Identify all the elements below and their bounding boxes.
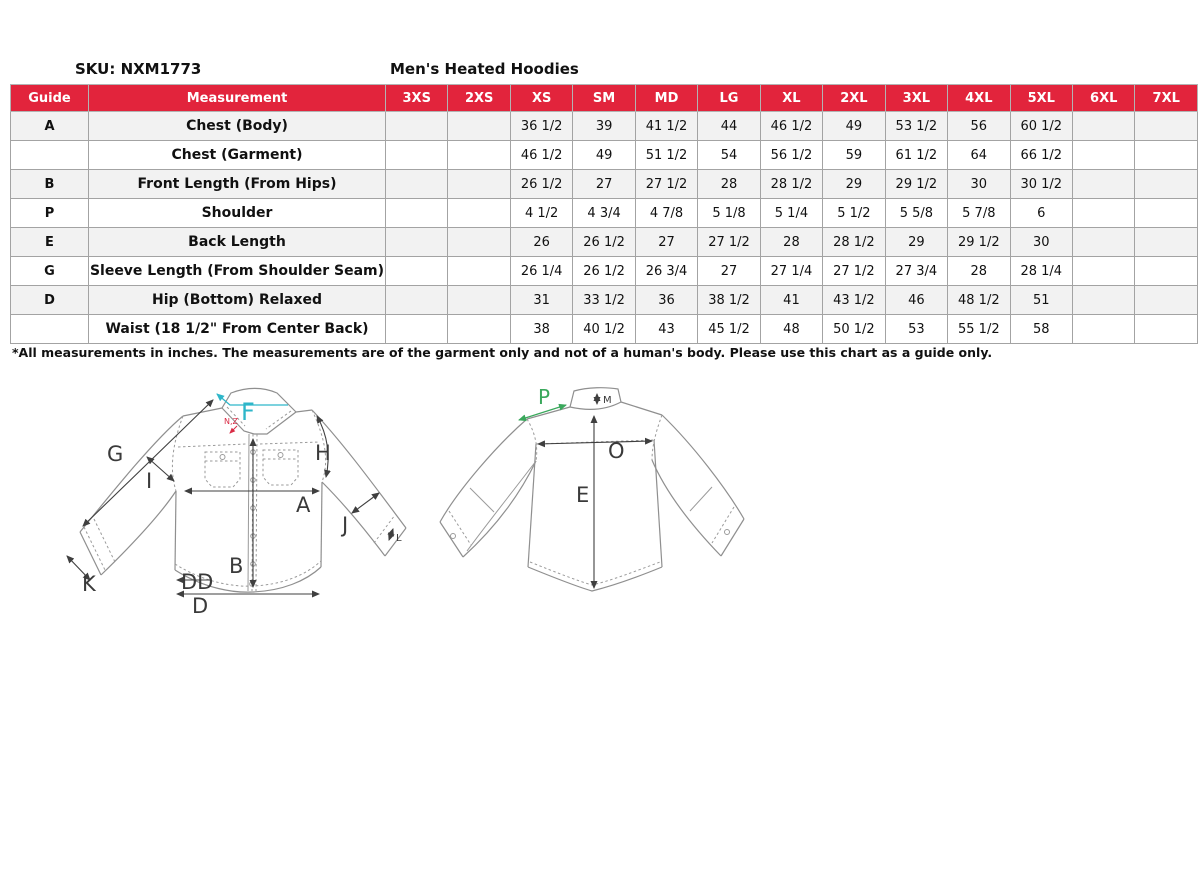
- size-value-cell: 38: [510, 315, 572, 344]
- column-header-2xl: 2XL: [823, 85, 885, 112]
- size-value-cell: [448, 112, 510, 141]
- front-view-diagram: [67, 389, 406, 619]
- size-value-cell: 29 1/2: [948, 228, 1010, 257]
- size-value-cell: 4 1/2: [510, 199, 572, 228]
- label-d: D: [192, 594, 209, 618]
- guide-cell: B: [11, 170, 89, 199]
- chest-pocket-left: [205, 452, 240, 487]
- size-value-cell: 4 7/8: [635, 199, 697, 228]
- size-value-cell: [386, 170, 448, 199]
- size-value-cell: 4 3/4: [573, 199, 635, 228]
- size-value-cell: 26 1/2: [573, 228, 635, 257]
- size-table-header: [11, 85, 1198, 112]
- size-value-cell: 46 1/2: [760, 112, 822, 141]
- table-row: [11, 257, 1198, 286]
- size-value-cell: [1072, 199, 1134, 228]
- size-value-cell: 26 3/4: [635, 257, 697, 286]
- size-value-cell: [448, 315, 510, 344]
- sleeve-length-arrow: [83, 400, 213, 526]
- size-value-cell: 5 1/2: [823, 199, 885, 228]
- sleeve-width-arrow: [352, 493, 379, 513]
- label-a: A: [296, 493, 311, 517]
- measurement-cell: Hip (Bottom) Relaxed: [89, 286, 386, 315]
- size-value-cell: [1072, 286, 1134, 315]
- label-nz: N,Z: [224, 417, 239, 426]
- size-value-cell: [1135, 315, 1198, 344]
- size-value-cell: 28 1/2: [760, 170, 822, 199]
- size-value-cell: [386, 141, 448, 170]
- size-value-cell: 36 1/2: [510, 112, 572, 141]
- size-value-cell: 39: [573, 112, 635, 141]
- label-i: I: [146, 469, 153, 493]
- title-bar: [0, 60, 1200, 82]
- size-value-cell: 43: [635, 315, 697, 344]
- column-header-7xl: 7XL: [1135, 85, 1198, 112]
- size-value-cell: 48 1/2: [948, 286, 1010, 315]
- size-value-cell: 28 1/4: [1010, 257, 1072, 286]
- size-value-cell: 28: [948, 257, 1010, 286]
- guide-cell: [11, 315, 89, 344]
- size-value-cell: [1135, 170, 1198, 199]
- size-value-cell: 41: [760, 286, 822, 315]
- size-value-cell: [1072, 141, 1134, 170]
- size-value-cell: 30 1/2: [1010, 170, 1072, 199]
- size-value-cell: 46 1/2: [510, 141, 572, 170]
- size-value-cell: [448, 141, 510, 170]
- size-value-cell: 26 1/2: [510, 170, 572, 199]
- column-header-6xl: 6XL: [1072, 85, 1134, 112]
- size-value-cell: 27 3/4: [885, 257, 947, 286]
- table-row: [11, 141, 1198, 170]
- size-value-cell: [386, 112, 448, 141]
- guide-cell: A: [11, 112, 89, 141]
- size-value-cell: 45 1/2: [698, 315, 760, 344]
- label-p: P: [538, 385, 551, 409]
- size-value-cell: 59: [823, 141, 885, 170]
- size-value-cell: 51: [1010, 286, 1072, 315]
- size-value-cell: [1072, 257, 1134, 286]
- size-value-cell: [386, 199, 448, 228]
- size-value-cell: [1135, 112, 1198, 141]
- size-value-cell: 36: [635, 286, 697, 315]
- column-header-3xl: 3XL: [885, 85, 947, 112]
- size-value-cell: [1135, 199, 1198, 228]
- product-title: Men's Heated Hoodies: [390, 60, 579, 78]
- label-f: F: [241, 398, 255, 426]
- size-value-cell: [1072, 112, 1134, 141]
- size-value-cell: 27 1/2: [823, 257, 885, 286]
- size-value-cell: [1072, 170, 1134, 199]
- size-value-cell: 5 5/8: [885, 199, 947, 228]
- back-width-arrow: [538, 441, 652, 444]
- size-value-cell: [448, 199, 510, 228]
- table-row: [11, 199, 1198, 228]
- size-value-cell: 46: [885, 286, 947, 315]
- table-row: [11, 228, 1198, 257]
- size-value-cell: 27 1/2: [698, 228, 760, 257]
- size-value-cell: 58: [1010, 315, 1072, 344]
- measurement-cell: Back Length: [89, 228, 386, 257]
- size-value-cell: 38 1/2: [698, 286, 760, 315]
- size-value-cell: 29: [885, 228, 947, 257]
- column-header-xs: XS: [510, 85, 572, 112]
- column-header-lg: LG: [698, 85, 760, 112]
- size-value-cell: 29 1/2: [885, 170, 947, 199]
- size-value-cell: 30: [948, 170, 1010, 199]
- measurement-cell: Front Length (From Hips): [89, 170, 386, 199]
- size-value-cell: [448, 170, 510, 199]
- size-value-cell: 50 1/2: [823, 315, 885, 344]
- measurement-cell: Chest (Garment): [89, 141, 386, 170]
- size-value-cell: [448, 228, 510, 257]
- column-header-5xl: 5XL: [1010, 85, 1072, 112]
- size-value-cell: 53 1/2: [885, 112, 947, 141]
- garment-diagrams: [0, 360, 1200, 878]
- guide-cell: E: [11, 228, 89, 257]
- size-value-cell: 49: [573, 141, 635, 170]
- column-header-xl: XL: [760, 85, 822, 112]
- size-value-cell: [386, 228, 448, 257]
- sku-label: SKU: NXM1773: [75, 60, 202, 78]
- size-value-cell: 6: [1010, 199, 1072, 228]
- size-value-cell: 66 1/2: [1010, 141, 1072, 170]
- label-l: L: [396, 533, 402, 544]
- column-header-4xl: 4XL: [948, 85, 1010, 112]
- size-value-cell: 54: [698, 141, 760, 170]
- size-value-cell: 26 1/4: [510, 257, 572, 286]
- size-value-cell: 26: [510, 228, 572, 257]
- size-value-cell: 27: [698, 257, 760, 286]
- label-j: J: [342, 513, 349, 537]
- size-value-cell: 5 1/4: [760, 199, 822, 228]
- size-value-cell: 55 1/2: [948, 315, 1010, 344]
- size-value-cell: [448, 286, 510, 315]
- size-value-cell: 48: [760, 315, 822, 344]
- size-value-cell: 5 1/8: [698, 199, 760, 228]
- size-value-cell: [386, 286, 448, 315]
- size-value-cell: 30: [1010, 228, 1072, 257]
- size-value-cell: 40 1/2: [573, 315, 635, 344]
- size-value-cell: 49: [823, 112, 885, 141]
- neck-arrow: [230, 426, 237, 433]
- table-row: [11, 315, 1198, 344]
- guide-cell: P: [11, 199, 89, 228]
- size-value-cell: 56 1/2: [760, 141, 822, 170]
- chest-pocket-right: [263, 450, 298, 485]
- column-header-measurement: Measurement: [89, 85, 386, 112]
- size-value-cell: 5 7/8: [948, 199, 1010, 228]
- size-value-cell: 53: [885, 315, 947, 344]
- label-k: K: [82, 572, 96, 596]
- label-h: H: [315, 441, 331, 465]
- measurement-cell: Sleeve Length (From Shoulder Seam): [89, 257, 386, 286]
- size-value-cell: 26 1/2: [573, 257, 635, 286]
- size-value-cell: 27: [635, 228, 697, 257]
- label-o: O: [608, 439, 625, 463]
- size-value-cell: 64: [948, 141, 1010, 170]
- guide-cell: G: [11, 257, 89, 286]
- size-value-cell: 27 1/2: [635, 170, 697, 199]
- measurement-cell: Chest (Body): [89, 112, 386, 141]
- size-value-cell: 43 1/2: [823, 286, 885, 315]
- size-value-cell: 28: [698, 170, 760, 199]
- guide-cell: [11, 141, 89, 170]
- column-header-sm: SM: [573, 85, 635, 112]
- size-value-cell: [1135, 228, 1198, 257]
- column-header-3xs: 3XS: [386, 85, 448, 112]
- measurement-cell: Shoulder: [89, 199, 386, 228]
- size-value-cell: 60 1/2: [1010, 112, 1072, 141]
- table-row: [11, 286, 1198, 315]
- guide-cell: D: [11, 286, 89, 315]
- size-value-cell: 27 1/4: [760, 257, 822, 286]
- size-value-cell: [386, 257, 448, 286]
- column-header-md: MD: [635, 85, 697, 112]
- size-value-cell: 61 1/2: [885, 141, 947, 170]
- size-value-cell: 28: [760, 228, 822, 257]
- label-b: B: [229, 554, 244, 578]
- size-value-cell: 41 1/2: [635, 112, 697, 141]
- column-header-2xs: 2XS: [448, 85, 510, 112]
- size-table-body: [11, 112, 1198, 344]
- size-value-cell: 31: [510, 286, 572, 315]
- size-value-cell: [1072, 228, 1134, 257]
- size-value-cell: 51 1/2: [635, 141, 697, 170]
- table-row: [11, 170, 1198, 199]
- cuff-height-arrow: [389, 529, 393, 540]
- label-e: E: [576, 483, 590, 507]
- size-value-cell: 28 1/2: [823, 228, 885, 257]
- size-value-cell: 27: [573, 170, 635, 199]
- size-value-cell: [1135, 141, 1198, 170]
- size-value-cell: 29: [823, 170, 885, 199]
- size-value-cell: 33 1/2: [573, 286, 635, 315]
- size-value-cell: [1072, 315, 1134, 344]
- back-view-diagram: [440, 385, 744, 591]
- size-value-cell: [1135, 257, 1198, 286]
- footnote: *All measurements in inches. The measurements are of the garment only and not of a human's body. Please use this chart as a guide only.: [12, 345, 993, 360]
- label-g: G: [107, 442, 124, 466]
- size-value-cell: [386, 315, 448, 344]
- label-dd: DD: [181, 570, 214, 594]
- measurement-cell: Waist (18 1/2" From Center Back): [89, 315, 386, 344]
- size-value-cell: 56: [948, 112, 1010, 141]
- column-header-guide: Guide: [11, 85, 89, 112]
- label-m: M: [603, 395, 612, 406]
- size-value-cell: [448, 257, 510, 286]
- size-value-cell: [1135, 286, 1198, 315]
- table-row: [11, 112, 1198, 141]
- size-value-cell: 44: [698, 112, 760, 141]
- size-table: [10, 84, 1198, 344]
